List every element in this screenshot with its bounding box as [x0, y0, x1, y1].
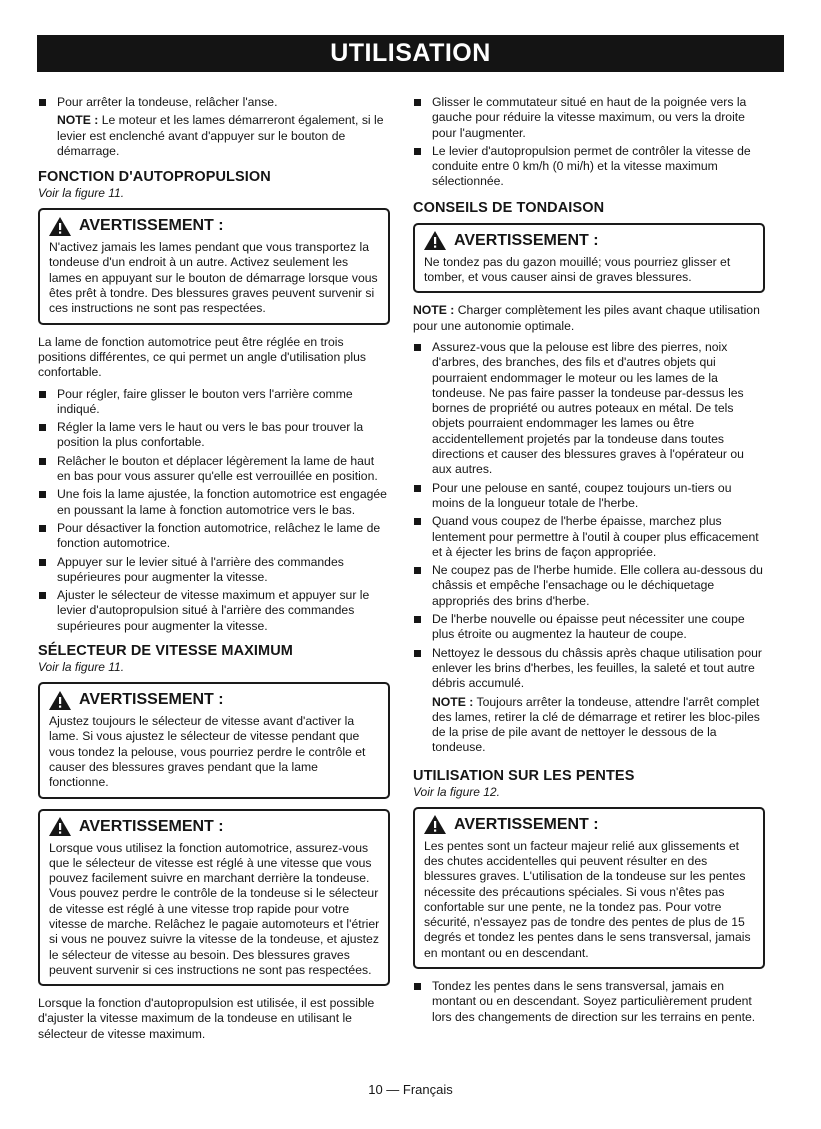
self-propel-list — [38, 387, 390, 634]
bullet-square-icon — [39, 391, 46, 398]
section-heading-slopes: UTILISATION SUR LES PENTES — [413, 767, 635, 784]
left-column — [38, 95, 390, 1048]
slopes-list — [413, 979, 765, 1025]
bullet-square-icon — [414, 148, 421, 155]
page-title-banner: UTILISATION — [37, 35, 784, 72]
warning-triangle-icon — [424, 815, 446, 834]
note: NOTE : Le moteur et les lames démarreront également, si le levier est enclenché avant d'appuyer sur le bouton de démarrage. — [57, 113, 384, 158]
section-heading-mowing-tips: CONSEILS DE TONDAISON — [413, 199, 605, 216]
list-item: Pour désactiver la fonction automotrice, relâchez le lame de fonction automotrice. — [38, 521, 390, 552]
list-item: Pour régler, faire glisser le bouton vers l'arrière comme indiqué. — [38, 387, 390, 418]
list-item: Le levier d'autopropulsion permet de contrôler la vitesse de conduite entre 0 km/h (0 mi/h) et la vitesse maximum sélectionnée. — [413, 144, 765, 190]
bullet-square-icon — [414, 650, 421, 657]
bullet-square-icon — [39, 559, 46, 566]
list-item: Assurez-vous que la pelouse est libre des pierres, noix d'arbres, des branches, des fils et d'autres objets qui pourraient endommager le moteur ou les lames de la tondeuse. Ne pas faire passer la tondeuse par-dessus les bornes de propriété ou autres poteaux en métal. De tels objets pourraient endommager les lames ou être accidentellement projetés par la tondeuse dans toutes directions et causer des blessures graves à l'opérateur ou aux autres. — [413, 340, 765, 478]
speed-list — [413, 95, 765, 190]
bullet-square-icon — [414, 518, 421, 525]
warning-box — [38, 809, 390, 987]
note: NOTE : Toujours arrêter la tondeuse, attendre l'arrêt complet des lames, retirer la clé de démarrage et retirer les bloc-piles de la prise de pile avant de nettoyer le dessous de la tondeuse. — [432, 694, 760, 755]
warning-text: Les pentes sont un facteur majeur relié aux glissements et des chutes accidentelles qui peuvent résulter en des blessures graves. L'utilisation de la tondeuse sur les pentes nécessite des précautions spéciales. Si vous n'êtes pas confortable sur une pente, ne la tondez pas. Pour votre sécurité, n'essayez pas de tondre des pentes de plus de 15 degrés et tondez les pentes dans le sens transversal, jamais en montant ou en descendant. — [424, 838, 751, 960]
bullet-square-icon — [39, 525, 46, 532]
warning-box — [413, 807, 765, 969]
list-item: Pour arrêter la tondeuse, relâcher l'anse. — [38, 95, 390, 110]
note: NOTE : Charger complètement les piles avant chaque utilisation pour une autonomie optimale. — [413, 303, 760, 333]
section-heading-self-propel: FONCTION D'AUTOPROPULSION — [38, 169, 271, 186]
figure-reference: Voir la figure 12. — [413, 784, 500, 799]
figure-reference: Voir la figure 11. — [38, 660, 125, 675]
bullet-square-icon — [39, 424, 46, 431]
warning-box — [38, 208, 390, 324]
list-item: Une fois la lame ajustée, la fonction automotrice est engagée en poussant la lame à fonction automotrice vers le bas. — [38, 487, 390, 518]
right-column — [413, 95, 765, 1028]
list-item: Relâcher le bouton et déplacer légèrement la lame de haut en bas pour vous assurer qu'elle est verrouillée en position. — [38, 454, 390, 485]
warning-title: AVERTISSEMENT : — [79, 817, 224, 835]
list-item: Glisser le commutateur situé en haut de la poignée vers la gauche pour réduire la vitesse maximum, ou vers la droite pour l'augmenter. — [413, 95, 765, 141]
warning-text: Ajustez toujours le sélecteur de vitesse avant d'activer la lame. Si vous ajustez le sélecteur de vitesse pendant que vous tondez la pelouse, vous pourriez perdre le contrôle et causer des blessures graves pendant que la lame fonctionne. — [49, 714, 366, 790]
bullet-square-icon — [414, 344, 421, 351]
mowing-tips-list — [413, 340, 765, 692]
warning-title: AVERTISSEMENT : — [79, 691, 224, 709]
section-heading-speed-selector: SÉLECTEUR DE VITESSE MAXIMUM — [38, 643, 293, 660]
list-item: Tondez les pentes dans le sens transversal, jamais en montant ou en descendant. Soyez particulièrement prudent lors des changements de direction sur les terrains en pente. — [413, 979, 765, 1025]
list-item: Appuyer sur le levier situé à l'arrière des commandes supérieures pour augmenter la vitesse. — [38, 555, 390, 586]
warning-text: Lorsque vous utilisez la fonction automotrice, assurez-vous que le sélecteur de vitesse est réglé à une vitesse que vous pouvez facilement suivre en marchant derrière la tondeuse. Vous pouvez perdre le contrôle de la tondeuse si le sélecteur de vitesse est réglé à une vitesse trop rapide pour votre vitesse de marche. Relâchez le pagaie automoteurs et l'étrier si vous ne pouvez suivre la vitesse de la tondeuse, et ajustez le sélecteur de vitesse au besoin. Des blessures graves peuvent survenir si ces instructions ne sont pas respectées. — [49, 840, 380, 977]
bullet-square-icon — [39, 592, 46, 599]
bullet-square-icon — [39, 99, 46, 106]
bullet-square-icon — [414, 485, 421, 492]
list-item: Ajuster le sélecteur de vitesse maximum et appuyer sur le levier d'autopropulsion situé à l'arrière des commandes supérieures pour augmenter la vitesse. — [38, 588, 390, 634]
warning-title: AVERTISSEMENT : — [79, 217, 224, 235]
warning-title: AVERTISSEMENT : — [454, 815, 599, 833]
warning-triangle-icon — [424, 231, 446, 250]
bullet-square-icon — [414, 983, 421, 990]
page-footer: 10 — Français — [368, 1082, 453, 1097]
warning-triangle-icon — [49, 217, 71, 236]
warning-triangle-icon — [49, 817, 71, 836]
list-item: Nettoyez le dessous du châssis après chaque utilisation pour enlever les brins d'herbes, les feuilles, la saleté et tout autre débris accumulé. — [413, 646, 765, 692]
bullet-square-icon — [39, 458, 46, 465]
figure-reference: Voir la figure 11. — [38, 186, 125, 201]
warning-triangle-icon — [49, 691, 71, 710]
list-item: Quand vous coupez de l'herbe épaisse, marchez plus lentement pour permettre à l'outil à couper plus efficacement et à éjecter les brins de façon appropriée. — [413, 514, 765, 560]
list-item: Pour une pelouse en santé, coupez toujours un-tiers ou moins de la longueur totale de l'herbe. — [413, 481, 765, 512]
list-item: Régler la lame vers le haut ou vers le bas pour trouver la position la plus confortable. — [38, 420, 390, 451]
bullet-square-icon — [414, 567, 421, 574]
warning-title: AVERTISSEMENT : — [454, 231, 599, 249]
warning-text: Ne tondez pas du gazon mouillé; vous pourriez glisser et tomber, et vous causer ainsi de graves blessures. — [424, 254, 731, 285]
list-item: Ne coupez pas de l'herbe humide. Elle collera au-dessous du châssis et empêche l'ensachage ou le déchiquetage appropriés des brins d'herbe. — [413, 563, 765, 609]
warning-box — [413, 223, 765, 294]
paragraph: Lorsque la fonction d'autopropulsion est utilisée, il est possible d'ajuster la vitesse maximum de la tondeuse en utilisant le sélecteur de vitesse maximum. — [38, 996, 375, 1041]
bullet-square-icon — [39, 491, 46, 498]
paragraph: La lame de fonction automotrice peut être réglée en trois positions différentes, ce qui permet un angle d'utilisation plus confortable. — [38, 334, 366, 380]
warning-text: N'activez jamais les lames pendant que vous transportez la tondeuse d'un endroit à un autre. Activez seulement les lames en appuyant sur le bouton de démarrage lorsque vous êtes prêt à tondre. Des blessures graves peuvent survenir si ces instructions ne sont pas respectées. — [49, 240, 378, 316]
warning-box — [38, 682, 390, 798]
bullet-square-icon — [414, 99, 421, 106]
bullet-square-icon — [414, 616, 421, 623]
list-item: De l'herbe nouvelle ou épaisse peut nécessiter une coupe plus étroite ou augmentez la hauteur de coupe. — [413, 612, 765, 643]
